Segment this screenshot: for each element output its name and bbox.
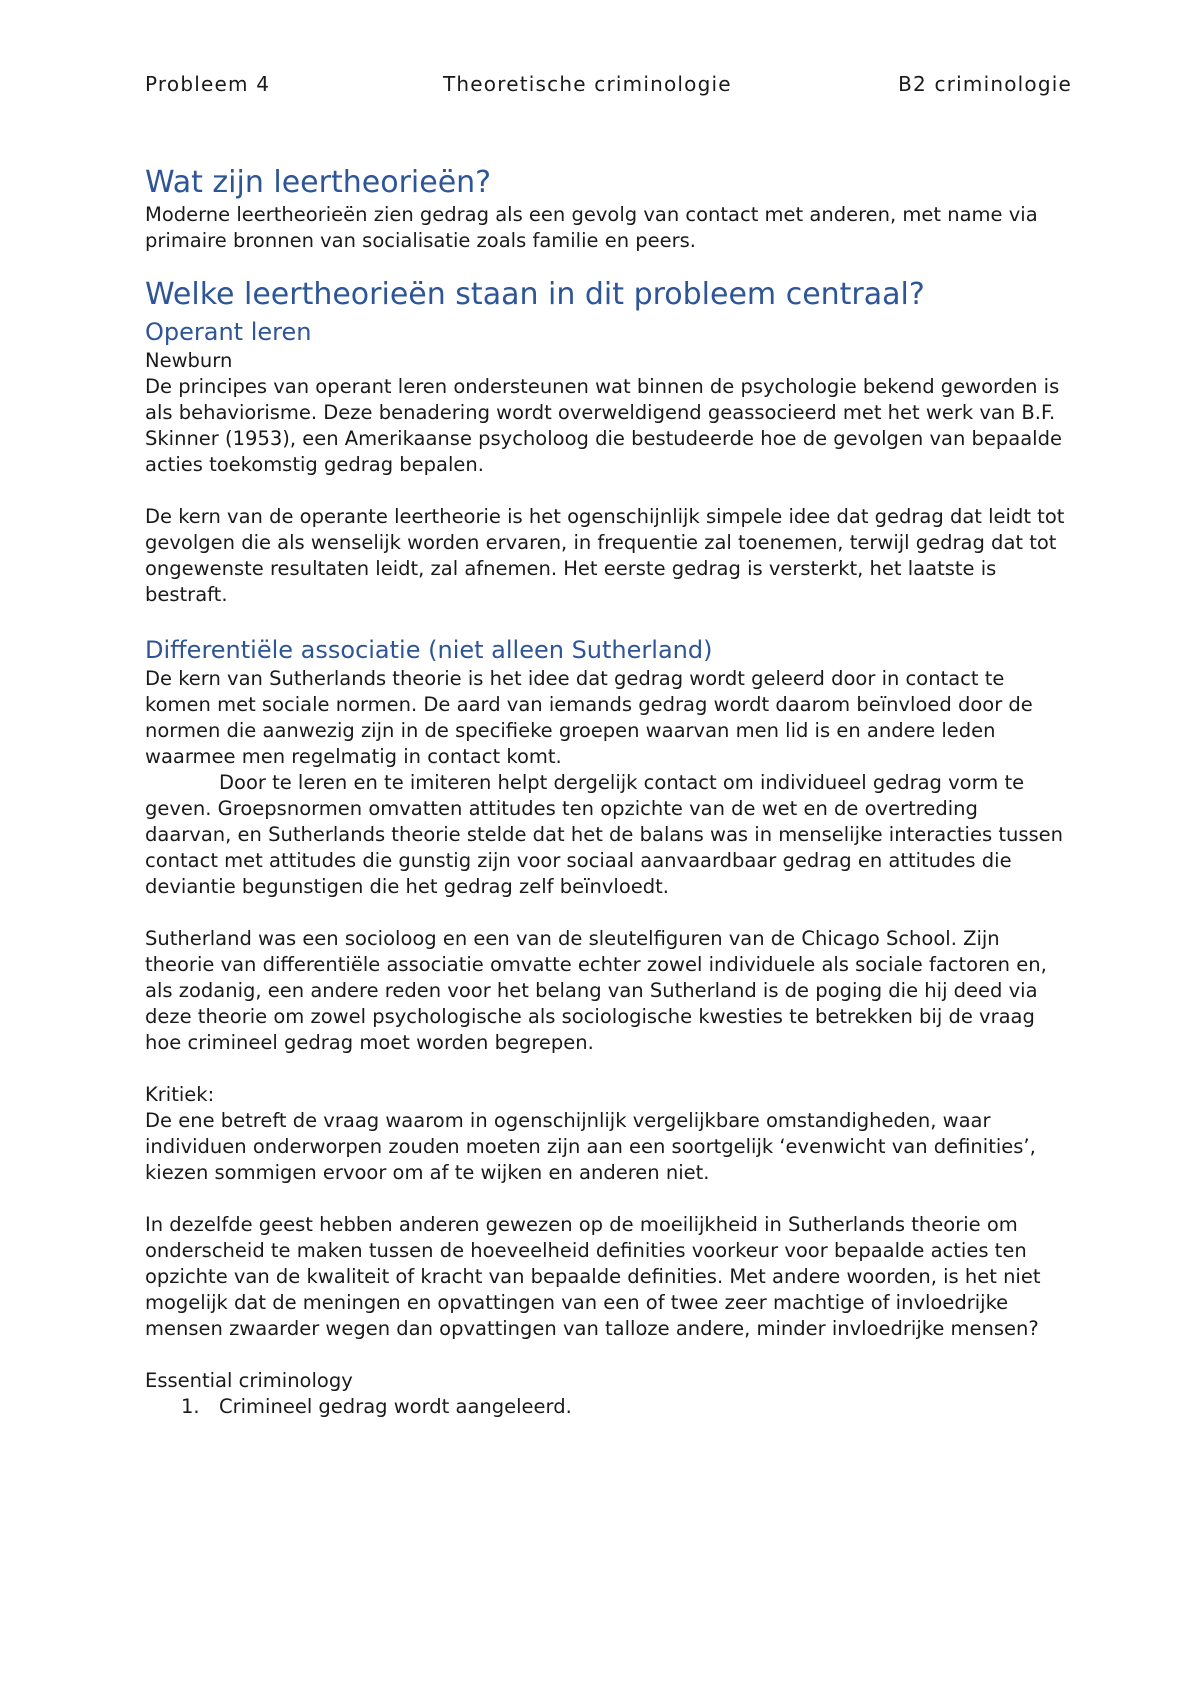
spacer <box>145 1056 1070 1082</box>
header-center: Theoretische criminologie <box>443 72 732 96</box>
heading-operant-learning: Operant leren <box>145 318 312 346</box>
spacer <box>145 900 1070 926</box>
source-newburn: Newburn <box>145 349 233 372</box>
paragraph-operant-1: De principes van operant leren ondersteunen wat binnen de psychologie bekend geworden is als behaviorisme. Deze benadering wordt overweldigend geassocieerd met het werk van B.F. Skinner (1953), een Amerikaanse psycholoog die bestudeerde hoe de gevolgen van bepaalde acties toekomstig gedrag bepalen. <box>145 375 1062 476</box>
header-left: Probleem 4 <box>145 72 271 96</box>
paragraph-differential-2: Door te leren en te imiteren helpt dergelijk contact om individueel gedrag vorm te geven. Groepsnormen omvatten attitudes ten opzichte van de wet en de overtreding daarvan, en Sutherlands theorie stelde dat het de balans was in menselijke interacties tussen contact met attitudes die gunstig zijn voor sociaal aanvaardbaar gedrag en attitudes die deviantie begunstigen die het gedrag zelf beïnvloedt. <box>145 771 1064 898</box>
heading-differential-association: Differentiële associatie (niet alleen Sutherland) <box>145 636 713 664</box>
paragraph-critique-2: In dezelfde geest hebben anderen gewezen op de moeilijkheid in Sutherlands theorie om onderscheid te maken tussen de hoeveelheid definities voorkeur voor bepaalde acties ten opzichte van de kwaliteit of kracht van bepaalde definities. Met andere woorden, is het niet mogelijk dat de meningen en opvattingen van een of twee zeer machtige of invloedrijke mensen zwaarder wegen dan opvattingen van talloze andere, minder invloedrijke mensen? <box>145 1213 1041 1340</box>
heading-learning-theories: Wat zijn leertheorieën? <box>145 165 492 200</box>
paragraph-critique-1: De ene betreft de vraag waarom in ogenschijnlijk vergelijkbare omstandigheden, waar individuen onderworpen zouden moeten zijn aan een soortgelijk ‘evenwicht van definities’, kiezen sommigen ervoor om af te wijken en anderen niet. <box>145 1109 1036 1184</box>
source-essential-criminology: Essential criminology <box>145 1369 353 1392</box>
heading-central-theories: Welke leertheorieën staan in dit probleem centraal? <box>145 277 925 312</box>
spacer <box>145 1186 1070 1212</box>
list-item <box>145 1394 1070 1420</box>
spacer <box>145 1342 1070 1368</box>
document-body <box>145 164 1070 1420</box>
paragraph-learning-theories: Moderne leertheorieën zien gedrag als een gevolg van contact met anderen, met name via primaire bronnen van socialisatie zoals familie en peers. <box>145 203 1038 252</box>
spacer <box>145 478 1070 504</box>
paragraph-differential-1: De kern van Sutherlands theorie is het idee dat gedrag wordt geleerd door in contact te komen met sociale normen. De aard van iemands gedrag wordt daarom beïnvloed door de normen die aanwezig zijn in de specifieke groepen waarvan men lid is en andere leden waarmee men regelmatig in contact komt. <box>145 667 1033 768</box>
page-header <box>145 72 1070 102</box>
header-right: B2 criminologie <box>898 72 1072 96</box>
paragraph-operant-2: De kern van de operante leertheorie is het ogenschijnlijk simpele idee dat gedrag dat leidt tot gevolgen die als wenselijk worden ervaren, in frequentie zal toenemen, terwijl gedrag dat tot ongewenste resultaten leidt, zal afnemen. Het eerste gedrag is versterkt, het laatste is bestraft. <box>145 505 1065 606</box>
paragraph-differential-3: Sutherland was een socioloog en een van de sleutelfiguren van de Chicago School. Zijn theorie van differentiële associatie omvatte echter zowel individuele als sociale factoren en, als zodanig, een andere reden voor het belang van Sutherland is de poging die hij deed via deze theorie om zowel psychologische als sociologische kwesties te betrekken bij de vraag hoe crimineel gedrag moet worden begrepen. <box>145 927 1047 1054</box>
numbered-list <box>145 1394 1070 1420</box>
list-item-text: Crimineel gedrag wordt aangeleerd. <box>219 1395 572 1418</box>
critique-label: Kritiek: <box>145 1083 215 1106</box>
list-item-number: 1. <box>181 1395 200 1418</box>
